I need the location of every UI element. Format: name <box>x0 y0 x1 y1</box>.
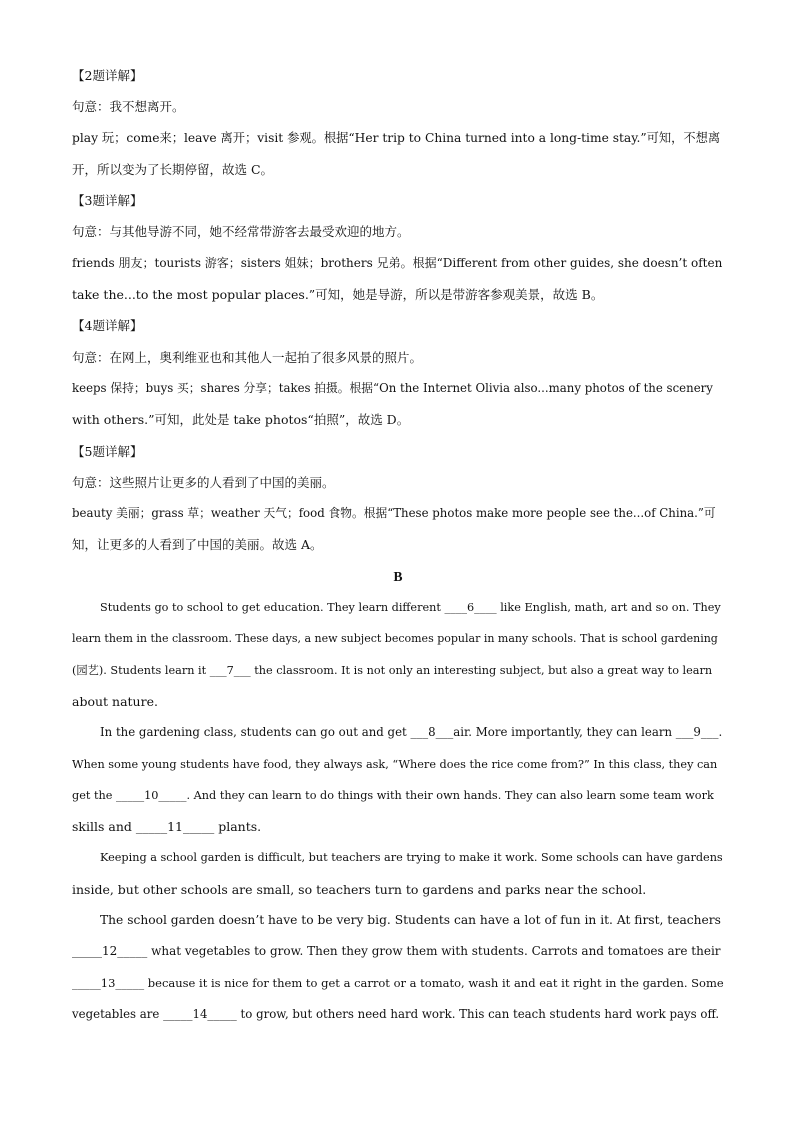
passage-line: The school garden doesn’t have to be very big. Students can have a lot of fun in it. At first, teachers <box>100 913 721 928</box>
explanation-line: beauty 美丽；grass 草；weather 天气；food 食物。根据“These photos make more people see the...of China.”可 <box>72 506 716 521</box>
heading-q4: 【4题详解】 <box>72 318 143 334</box>
heading-q2: 【2题详解】 <box>72 68 143 83</box>
passage-line: get the _____10_____. And they can learn to do things with their own hands. They can also learn some team work <box>72 788 714 802</box>
sentence-meaning: 句意：这些照片让更多的人看到了中国的美丽。 <box>72 474 335 490</box>
section-title: B <box>393 568 403 584</box>
explanation-line: with others.”可知，此处是 take photos“拍照”，故选 D。 <box>72 412 410 428</box>
passage-line: (园艺). Students learn it ___7___ the classroom. It is not only an interesting subject, but also a great way to learn <box>72 663 713 677</box>
passage-line: inside, but other schools are small, so teachers turn to gardens and parks near the school. <box>72 881 647 897</box>
passage-line: Keeping a school garden is difficult, but teachers are trying to make it work. Some schools can have gardens <box>100 851 723 865</box>
passage-line: about nature. <box>72 693 158 709</box>
explanation-line: take the...to the most popular places.”可知，她是导游，所以是带游客参观美景，故选 B。 <box>72 287 604 303</box>
passage-line: skills and _____11_____ plants. <box>72 819 262 835</box>
passage-line: learn them in the classroom. These days, a new subject becomes popular in many schools. That is school gardening <box>72 632 718 646</box>
passage-line: _____12_____ what vegetables to grow. Then they grow them with students. Carrots and tomatoes are their <box>72 944 721 959</box>
passage-line: vegetables are _____14_____ to grow, but others need hard work. This can teach students hard work pays off. <box>72 1006 720 1021</box>
passage-line: _____13_____ because it is nice for them to get a carrot or a tomato, wash it and eat it right in the garden. Some <box>72 975 724 990</box>
heading-q3: 【3题详解】 <box>72 193 143 209</box>
heading-q5: 【5题详解】 <box>72 443 143 459</box>
sentence-meaning: 句意：在网上，奥利维亚也和其他人一起拍了很多风景的照片。 <box>72 349 423 365</box>
explanation-line: 开，所以变为了长期停留，故选 C。 <box>72 161 274 177</box>
sentence-meaning: 句意：我不想离开。 <box>72 99 185 115</box>
passage-line: When some young students have food, they always ask, “Where does the rice come from?” In this class, they can <box>72 757 718 771</box>
explanation-line: keeps 保持；buys 买；shares 分享；takes 拍摄。根据“On the Internet Olivia also...many photos of the scenery <box>72 380 713 395</box>
sentence-meaning: 句意：与其他导游不同，她不经常带游客去最受欢迎的地方。 <box>72 224 410 240</box>
document-page <box>72 60 724 1030</box>
explanation-line: play 玩；come来；leave 离开；visit 参观。根据“Her trip to China turned into a long-time stay.”可知，不想离 <box>72 130 721 145</box>
passage-line: Students go to school to get education. They learn different ____6____ like English, math, art and so on. They <box>100 601 721 615</box>
explanation-line: 知，让更多的人看到了中国的美丽。故选 A。 <box>72 537 323 553</box>
explanation-line: friends 朋友；tourists 游客；sisters 姐妹；brothers 兄弟。根据“Different from other guides, she doesn’t often <box>72 255 723 270</box>
passage-line: In the gardening class, students can go out and get ___8___air. More importantly, they can learn ___9___. <box>100 725 723 740</box>
